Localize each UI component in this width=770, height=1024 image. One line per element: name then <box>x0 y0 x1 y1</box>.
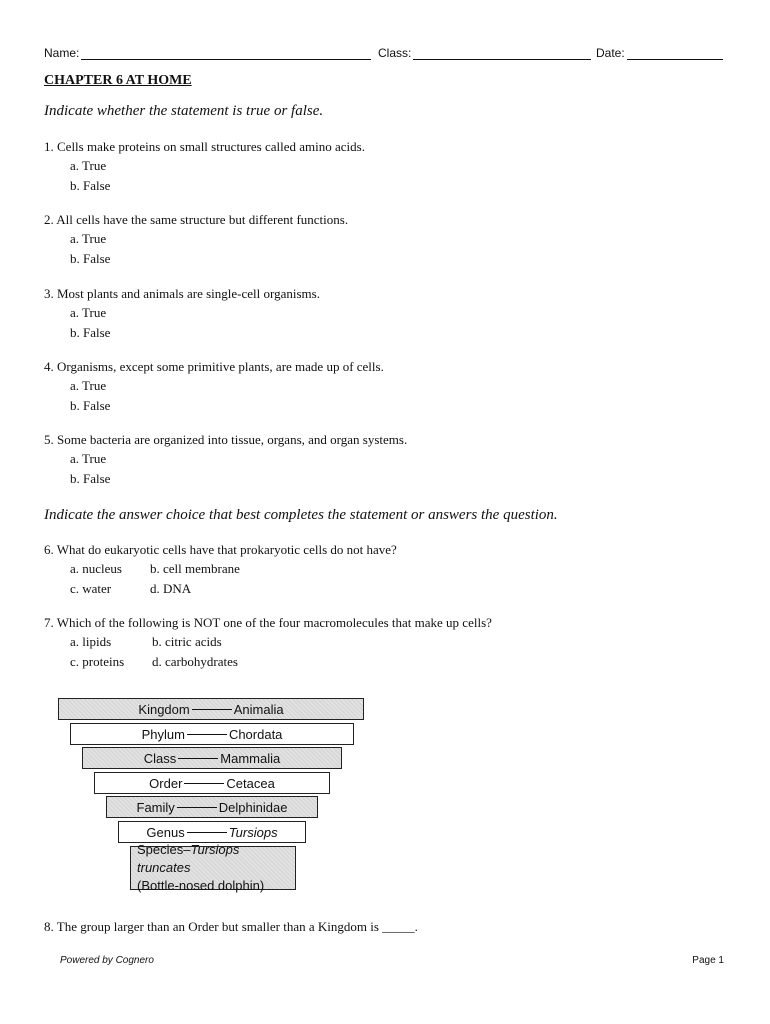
taxon-name: Mammalia <box>220 750 281 766</box>
footer-page-number: Page 1 <box>692 955 724 966</box>
option-false[interactable]: b. False <box>70 178 111 193</box>
species-prefix: Species– <box>137 842 191 857</box>
tier-class <box>82 747 342 769</box>
common-name: (Bottle-nosed dolphin) <box>137 878 265 893</box>
tier-species <box>130 842 296 893</box>
option-false[interactable]: b. False <box>70 251 111 266</box>
option-b[interactable]: b. citric acids <box>152 634 222 649</box>
question-2 <box>44 211 348 269</box>
option-true[interactable]: a. True <box>70 378 107 393</box>
section2-instruction: Indicate the answer choice that best completes the statement or answers the question. <box>44 507 558 523</box>
student-info-header <box>44 45 726 65</box>
option-false[interactable]: b. False <box>70 471 111 486</box>
species-name: Tursiops truncates <box>137 842 240 875</box>
question-stem: 7. Which of the following is NOT one of the four macromolecules that make up cells? <box>44 615 492 630</box>
connector-line <box>192 709 232 710</box>
rank-label: Phylum <box>141 726 185 742</box>
question-7 <box>44 614 492 672</box>
question-5 <box>44 431 407 489</box>
question-stem: 2. All cells have the same structure but different functions. <box>44 212 349 227</box>
option-false[interactable]: b. False <box>70 325 111 340</box>
rank-label: Kingdom <box>138 701 190 717</box>
question-4 <box>44 358 384 416</box>
option-false[interactable]: b. False <box>70 398 111 413</box>
taxon-name: Delphinidae <box>218 799 288 815</box>
question-stem: 8. The group larger than an Order but smaller than a Kingdom is _____. <box>44 919 418 934</box>
connector-line <box>187 832 227 833</box>
taxonomy-hierarchy-diagram <box>46 690 376 900</box>
option-a[interactable]: a. nucleus <box>70 561 122 576</box>
rank-label: Family <box>136 799 175 815</box>
option-a[interactable]: a. lipids <box>70 634 112 649</box>
rank-label: Class <box>143 750 177 766</box>
question-8 <box>44 918 418 936</box>
answer-choices <box>44 632 492 672</box>
tier-family <box>106 796 318 818</box>
taxon-name: Chordata <box>228 726 283 742</box>
tier-phylum <box>70 723 354 745</box>
option-true[interactable]: a. True <box>70 158 107 173</box>
option-d[interactable]: d. DNA <box>150 581 192 596</box>
option-d[interactable]: d. carbohydrates <box>152 654 238 669</box>
connector-line <box>178 758 218 759</box>
taxon-name: Tursiops <box>228 824 278 840</box>
question-stem: 4. Organisms, except some primitive plants, are made up of cells. <box>44 359 384 374</box>
option-c[interactable]: c. water <box>70 581 112 596</box>
footer-powered-by: Powered by Cognero <box>60 955 154 966</box>
answer-choices <box>44 559 397 599</box>
rank-label: Genus <box>146 824 185 840</box>
section1-instruction: Indicate whether the statement is true or false. <box>44 103 324 119</box>
name-line[interactable] <box>81 45 371 60</box>
taxon-name: Cetacea <box>226 775 275 791</box>
date-field <box>596 45 723 60</box>
connector-line <box>177 807 217 808</box>
taxon-name: Animalia <box>233 701 284 717</box>
date-label: Date: <box>596 46 625 60</box>
class-label: Class: <box>378 46 412 60</box>
species-line <box>137 841 295 877</box>
class-line[interactable] <box>413 45 591 60</box>
question-3 <box>44 285 320 343</box>
option-true[interactable]: a. True <box>70 451 107 466</box>
connector-line <box>184 783 224 784</box>
tier-kingdom <box>58 698 364 720</box>
class-field <box>378 45 591 60</box>
question-stem: 1. Cells make proteins on small structures called amino acids. <box>44 139 365 154</box>
name-field <box>44 45 371 60</box>
question-1 <box>44 138 365 196</box>
date-line[interactable] <box>627 45 723 60</box>
name-label: Name: <box>44 46 80 60</box>
rank-label: Order <box>149 775 183 791</box>
connector-line <box>187 734 227 735</box>
question-stem: 6. What do eukaryotic cells have that prokaryotic cells do not have? <box>44 542 397 557</box>
tier-genus <box>118 821 306 843</box>
option-true[interactable]: a. True <box>70 305 107 320</box>
option-b[interactable]: b. cell membrane <box>150 561 240 576</box>
question-stem: 3. Most plants and animals are single-cell organisms. <box>44 286 320 301</box>
question-stem: 5. Some bacteria are organized into tissue, organs, and organ systems. <box>44 432 408 447</box>
option-c[interactable]: c. proteins <box>70 654 125 669</box>
chapter-title: CHAPTER 6 AT HOME <box>44 73 192 88</box>
question-6 <box>44 541 397 599</box>
tier-order <box>94 772 330 794</box>
option-true[interactable]: a. True <box>70 231 107 246</box>
